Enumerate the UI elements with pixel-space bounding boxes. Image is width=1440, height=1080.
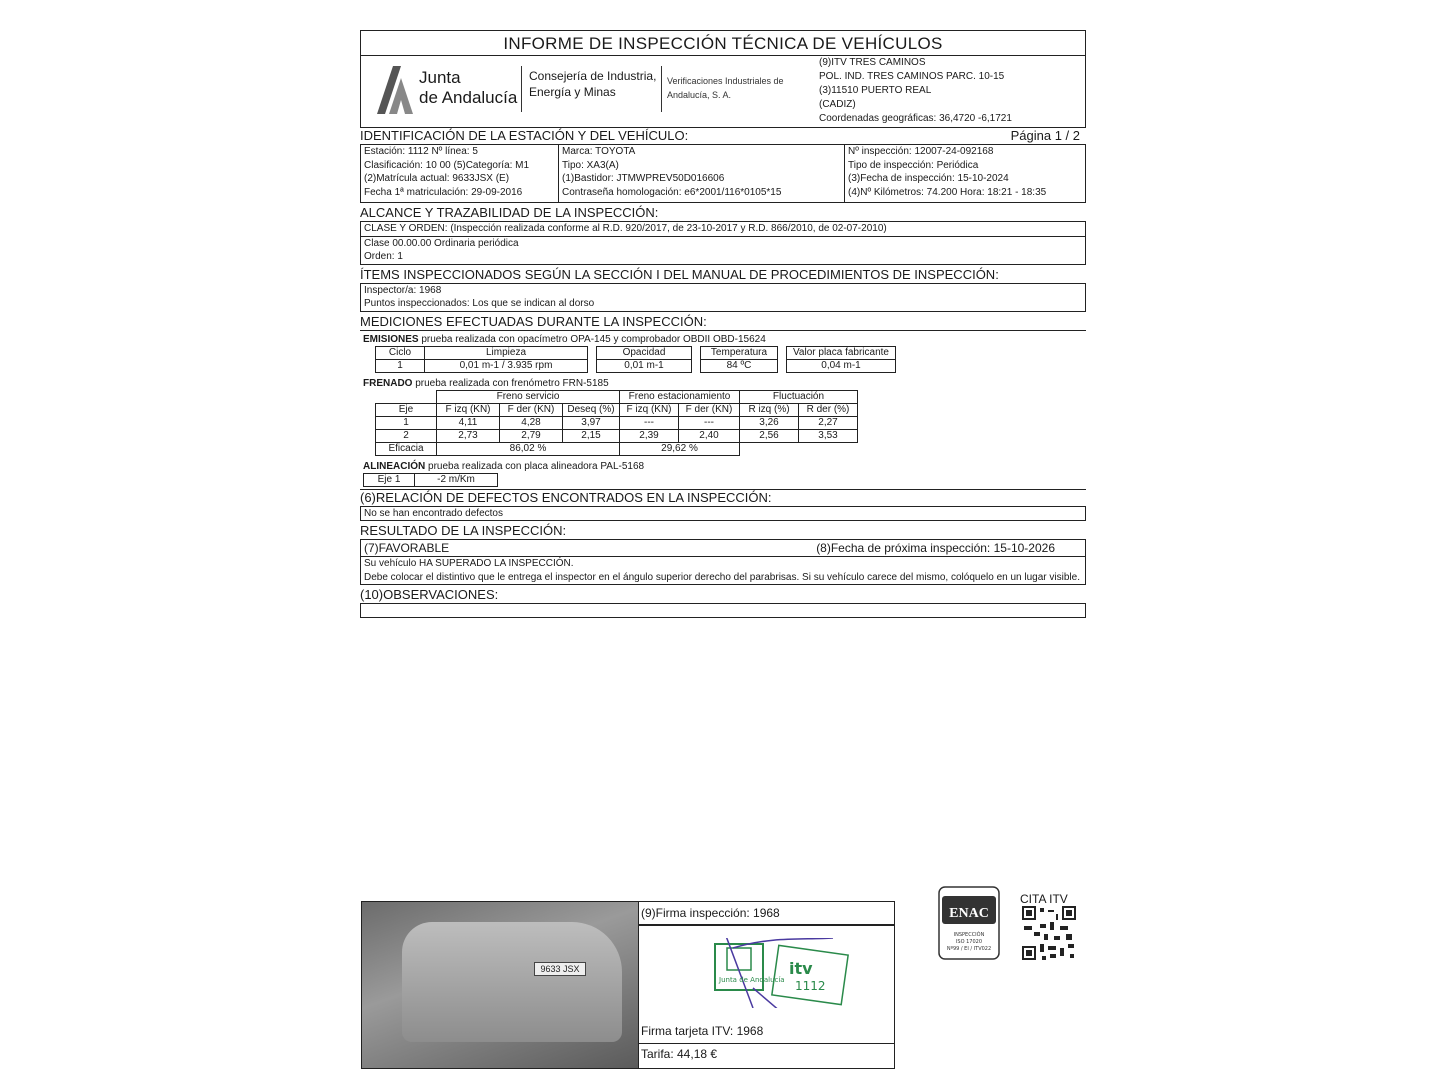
- verificaciones: Verificaciones Industriales de Andalucía, S. A.: [667, 76, 784, 100]
- defectos-box: No se han encontrado defectos: [360, 507, 1086, 522]
- resultado-box: (7)FAVORABLE (8)Fecha de próxima inspección: 15-10-2026 Su vehículo HA SUPERADO LA INSPECCIÓN. Debe colocar el distintivo que le entrega el inspector en el ángulo superior derecho del parabrisas. Si su vehículo carece del mismo, colóquelo en un lugar visible.: [360, 540, 1086, 585]
- firma-tarjeta: Firma tarjeta ITV: 1968: [641, 1024, 764, 1038]
- page-number: Página 1 / 2: [1010, 128, 1080, 143]
- svg-text:ENAC: ENAC: [949, 906, 989, 921]
- result-status: (7)FAVORABLE: [364, 541, 450, 555]
- svg-text:1112: 1112: [795, 979, 826, 993]
- report-header: [360, 56, 1086, 128]
- vehicle-photo: [362, 902, 638, 1068]
- inspection-report: [360, 30, 1086, 618]
- tarifa: Tarifa: 44,18 €: [641, 1047, 718, 1061]
- license-plate: 9633 JSX: [534, 962, 586, 976]
- logo-line2: de Andalucía: [419, 88, 518, 107]
- valor-placa-table: Valor placa fabricante 0,04 m-1: [786, 346, 896, 373]
- frenado-label: FRENADO prueba realizada con frenómetro FRN-5185: [363, 377, 609, 389]
- cita-itv-label: CITA ITV: [1020, 892, 1068, 906]
- svg-text:ISO 17020: ISO 17020: [955, 939, 983, 945]
- temperatura-table: Temperatura 84 ºC: [700, 346, 778, 373]
- observaciones-box: [360, 604, 1086, 618]
- logo-line1: Junta: [419, 68, 461, 87]
- svg-text:Junta de Andalucía: Junta de Andalucía: [719, 976, 785, 984]
- svg-text:Nº99 / EI / ITV022: Nº99 / EI / ITV022: [946, 946, 992, 952]
- section-resultado: RESULTADO DE LA INSPECCIÓN:: [360, 523, 1086, 540]
- next-inspection-date: (8)Fecha de próxima inspección: 15-10-2026: [816, 541, 1055, 555]
- junta-a-icon: [375, 64, 419, 116]
- ident-grid: [360, 145, 1086, 203]
- enac-logo-icon: [938, 886, 1000, 960]
- table-row: 2 2,73 2,79 2,15 2,39 2,40 2,56 3,53: [376, 429, 858, 442]
- svg-text:INSPECCIÓN: INSPECCIÓN: [953, 932, 985, 938]
- emisiones-table-main: Ciclo Limpieza 1 0,01 m-1 / 3.935 rpm: [375, 346, 588, 373]
- section-defectos: (6)RELACIÓN DE DEFECTOS ENCONTRADOS EN LA INSPECCIÓN:: [360, 489, 1086, 507]
- opacidad-table: Opacidad 0,01 m-1: [596, 346, 692, 373]
- mediciones-box: [360, 331, 1086, 489]
- alcance-box: CLASE Y ORDEN: (Inspección realizada conforme al R.D. 920/2017, de 23-10-2017 y R.D. 866/2010, de 02-07-2010) Clase 00.00.00 Ordinaria periódica Orden: 1: [360, 222, 1086, 265]
- frenado-table: Freno servicio Freno estacionamiento Fluctuación Eje F izq (KN) F der (KN) Deseq (%) F izq (KN) F der (KN) R izq (%) R der (%) 1 4,11 4,28 3,97 --- --- 3,26 2,27 2 2,73 2,79 2,15 2,39 2,40 2,56 3,53 Eficacia 86,02 % 29,62 %: [375, 390, 858, 456]
- itv-stamp-icon: [713, 938, 853, 1008]
- divider: [661, 66, 662, 112]
- signature-block: [361, 901, 895, 1069]
- section-items: ÍTEMS INSPECCIONADOS SEGÚN LA SECCIÓN I DEL MANUAL DE PROCEDIMIENTOS DE INSPECCIÓN:: [360, 267, 1086, 284]
- car-shape: [402, 922, 622, 1042]
- divider: [521, 66, 522, 112]
- consejeria: Consejería de Industria, Energía y Minas: [529, 69, 657, 99]
- items-box: Inspector/a: 1968 Puntos inspeccionados: Los que se indican al dorso: [360, 284, 1086, 312]
- report-title: INFORME DE INSPECCIÓN TÉCNICA DE VEHÍCULOS: [360, 30, 1086, 56]
- emisiones-label: EMISIONES prueba realizada con opacímetro OPA-145 y comprobador OBDII OBD-15624: [363, 333, 766, 345]
- section-mediciones: MEDICIONES EFECTUADAS DURANTE LA INSPECCIÓN:: [360, 314, 1086, 331]
- ident-inspection: Nº inspección: 12007-24-092168 Tipo de inspección: Periódica (3)Fecha de inspección: 15-10-2024 (4)Nº Kilómetros: 74.200 Hora: 18:21 - 18:35: [848, 146, 1047, 198]
- signature-column: [638, 902, 895, 1068]
- junta-logo: [375, 62, 525, 120]
- alineacion-table: Eje 1 -2 m/Km: [363, 473, 498, 487]
- qr-code-icon[interactable]: [1022, 906, 1076, 960]
- ident-vehicle: Marca: TOYOTA Tipo: XA3(A) (1)Bastidor: JTMWPREV50D016606 Contraseña homologación: e6*2001/116*0105*15: [559, 145, 845, 202]
- ident-station: Estación: 1112 Nº línea: 5 Clasificación: 10 00 (5)Categoría: M1 (2)Matrícula actual: 9633JSX (E) Fecha 1ª matriculación: 29-09-2016: [361, 145, 559, 202]
- alineacion-label: ALINEACIÓN prueba realizada con placa alineadora PAL-5168: [363, 460, 645, 472]
- emisiones-tables: [375, 346, 1083, 373]
- svg-text:itv: itv: [789, 959, 813, 978]
- station-address: (9)ITV TRES CAMINOS POL. IND. TRES CAMINOS PARC. 10-15 (3)11510 PUERTO REAL (CADIZ) Coordenadas geográficas: 36,4720 -6,1721: [819, 57, 1012, 124]
- section-observaciones: (10)OBSERVACIONES:: [360, 587, 1086, 604]
- section-identificacion: IDENTIFICACIÓN DE LA ESTACIÓN Y DEL VEHÍCULO: Página 1 / 2: [360, 128, 1086, 145]
- section-alcance: ALCANCE Y TRAZABILIDAD DE LA INSPECCIÓN:: [360, 205, 1086, 222]
- table-row: 1 4,11 4,28 3,97 --- --- 3,26 2,27: [376, 416, 858, 429]
- firma-inspeccion: (9)Firma inspección: 1968: [641, 906, 780, 920]
